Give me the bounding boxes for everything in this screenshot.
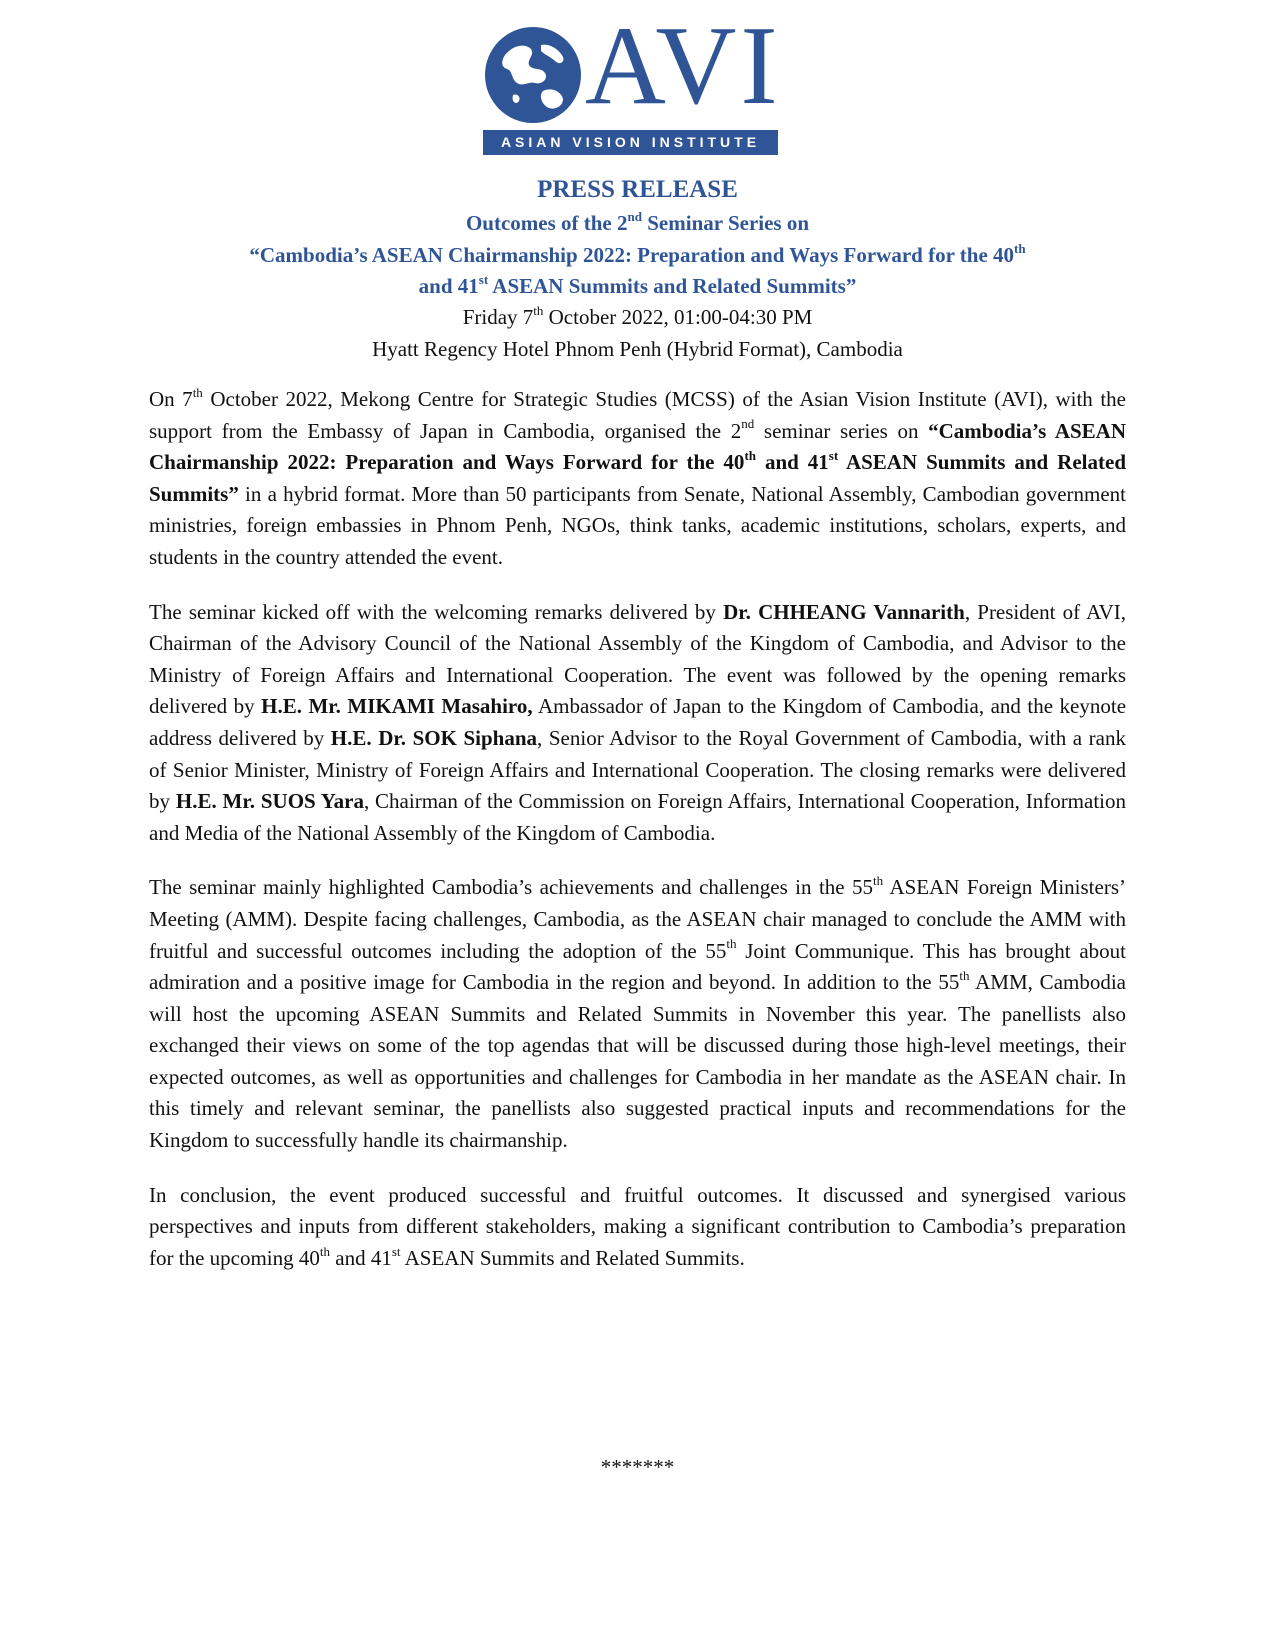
press-body (149, 384, 1126, 1274)
speaker-name: H.E. Mr. MIKAMI Masahiro, (261, 694, 533, 719)
paragraph-speakers: The seminar kicked off with the welcoming remarks delivered by Dr. CHHEANG Vannarith, President of AVI, Chairman of the Advisory Council of the National Assembly of the Kingdom of Cambodia, and Advisor to the Ministry of Foreign Affairs and International Cooperation. The event was followed by the opening remarks delivered by H.E. Mr. MIKAMI Masahiro, Ambassador of Japan to the Kingdom of Cambodia, and the keynote address delivered by H.E. Dr. SOK Siphana, Senior Advisor to the Royal Government of Cambodia, with a rank of Senior Minister, Ministry of Foreign Affairs and International Cooperation. The closing remarks were delivered by H.E. Mr. SUOS Yara, Chairman of the Commission on Foreign Affairs, International Cooperation, Information and Media of the National Assembly of the Kingdom of Cambodia. (149, 599, 1127, 845)
end-mark: ******* (600, 1455, 675, 1479)
paragraph-conclusion: In conclusion, the event produced successful and fruitful outcomes. It discussed and synergised various perspectives and inputs from different stakeholders, making a significant contribution to Cambodia’s preparation for the upcoming 40th and 41st ASEAN Summits and Related Summits. (149, 1182, 1126, 1270)
logo-letters: AVI (585, 4, 782, 128)
seminar-subtitle: Outcomes of the 2nd Seminar Series on (465, 208, 810, 235)
seminar-title-line1: “Cambodia’s ASEAN Chairmanship 2022: Preparation and Ways Forward for the 40th (249, 240, 1026, 267)
seminar-title-line2: and 41st ASEAN Summits and Related Summits” (418, 271, 857, 298)
event-date: Friday 7th October 2022, 01:00-04:30 PM (462, 302, 813, 329)
speaker-name: H.E. Dr. SOK Siphana (330, 725, 538, 750)
globe-icon (483, 25, 583, 125)
seminar-title-bold: “Cambodia’s ASEAN Chairmanship 2022: Preparation and Ways Forward for the 40th and 41st ASEAN Summits and Related Summits” (149, 418, 1127, 506)
speaker-name: Dr. CHHEANG Vannarith (723, 599, 965, 624)
press-release-heading: PRESS RELEASE (537, 176, 738, 203)
avi-logo (483, 4, 783, 157)
speaker-name: H.E. Mr. SUOS Yara (175, 789, 364, 814)
paragraph-highlights: The seminar mainly highlighted Cambodia’s achievements and challenges in the 55th ASEAN Foreign Ministers’ Meeting (AMM). Despite facing challenges, Cambodia, as the ASEAN chair managed to conclude the AMM with fruitful and successful outcomes including the adoption of the 55th Joint Communique. This has brought about admiration and a positive image for Cambodia in the region and beyond. In addition to the 55th AMM, Cambodia will host the upcoming ASEAN Summits and Related Summits in November this year. The panellists also exchanged their views on some of the top agendas that will be discussed during those high-level meetings, their expected outcomes, as well as opportunities and challenges for Cambodia in her mandate as the ASEAN chair. In this timely and relevant seminar, the panellists also suggested practical inputs and recommendations for the Kingdom to successfully handle its chairmanship. (149, 873, 1127, 1153)
paragraph-intro: On 7th October 2022, Mekong Centre for Strategic Studies (MCSS) of the Asian Vision Institute (AVI), with the support from the Embassy of Japan in Cambodia, organised the 2nd seminar series on “Cambodia’s ASEAN Chairmanship 2022: Preparation and Ways Forward for the 40th and 41st ASEAN Summits and Related Summits” in a hybrid format. More than 50 participants from Senate, National Assembly, Cambodian government ministries, foreign embassies in Phnom Penh, NGOs, think tanks, academic institutions, scholars, experts, and students in the country attended the event. (149, 384, 1127, 569)
event-venue: Hyatt Regency Hotel Phnom Penh (Hybrid Format), Cambodia (372, 337, 903, 361)
logo-tagline: ASIAN VISION INSTITUTE (483, 130, 778, 155)
